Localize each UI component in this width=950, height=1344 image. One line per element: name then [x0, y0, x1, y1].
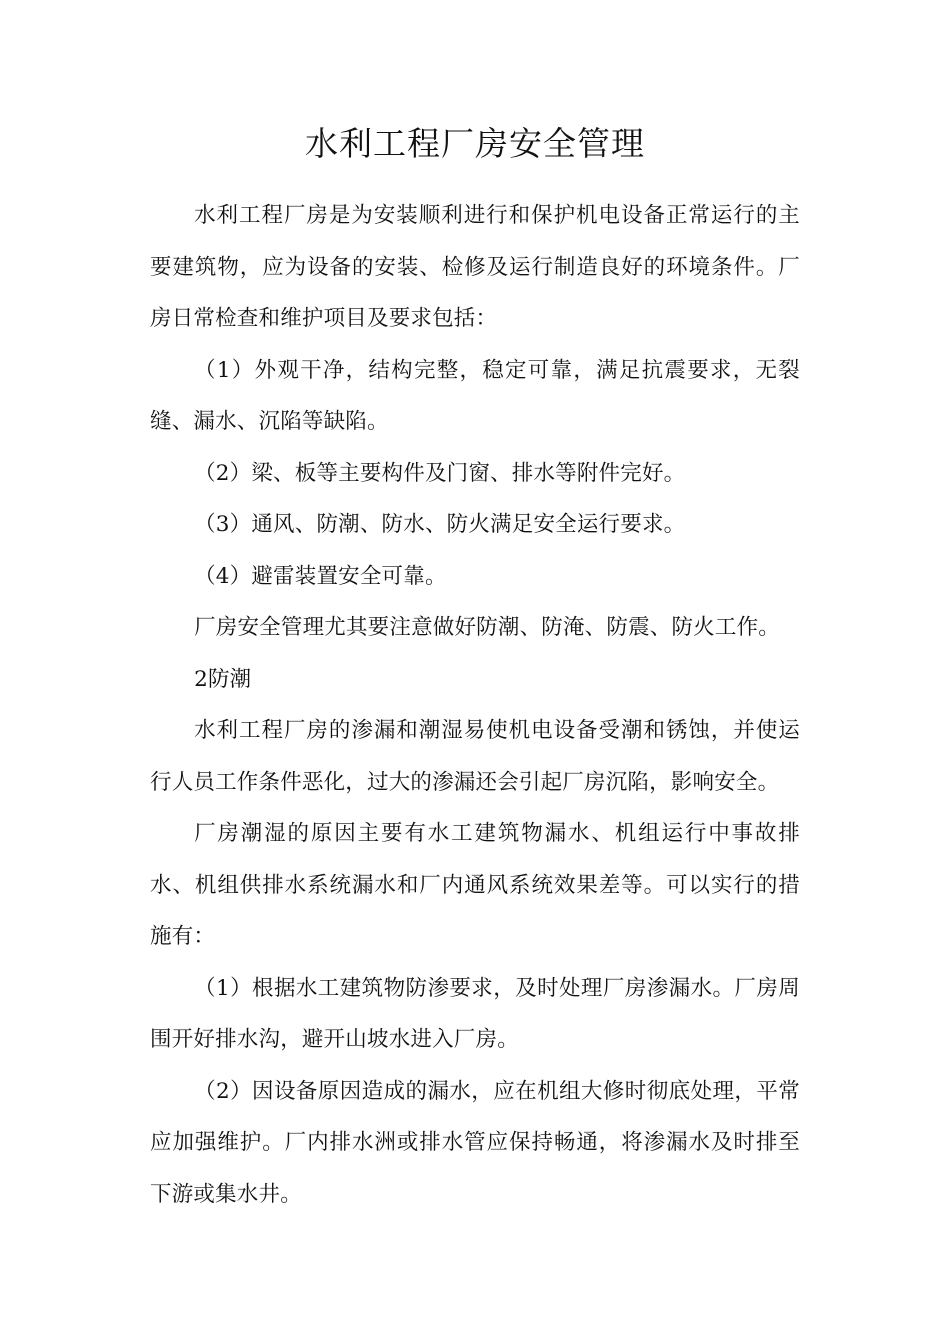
moisture-causes-paragraph: 厂房潮湿的原因主要有水工建筑物漏水、机组运行中事故排水、机组供排水系统漏水和厂内通风系统效果差等。可以实行的措施有：: [150, 821, 800, 949]
management-note-paragraph: 厂房安全管理尤其要注意做好防潮、防淹、防震、防火工作。: [194, 615, 780, 640]
measure-item-2: （2）因设备原因造成的漏水，应在机组大修时彻底处理，平常应加强维护。厂内排水洲或排水管应保持畅通，将渗漏水及时排至下游或集水井。: [150, 1078, 800, 1207]
requirement-item-2: （2）梁、板等主要构件及门窗、排水等附件完好。: [194, 460, 686, 486]
intro-paragraph: 水利工程厂房是为安装顺利进行和保护机电设备正常运行的主要建筑物，应为设备的安装、检修及运行制造良好的环境条件。厂房日常检查和维护项目及要求包括：: [150, 203, 800, 331]
section-heading-moisture: 2防潮: [194, 666, 252, 692]
requirement-item-3: （3）通风、防潮、防水、防火满足安全运行要求。: [194, 512, 686, 537]
requirement-item-4: （4）避雷装置安全可靠。: [194, 563, 447, 589]
document-title: 水利工程厂房安全管理: [305, 124, 645, 163]
measure-item-1: （1）根据水工建筑物防渗要求，及时处理厂房渗漏水。厂房周围开好排水沟，避开山坡水进入厂房。: [150, 975, 800, 1052]
document-body: [150, 190, 800, 1220]
requirement-item-1: （1）外观干净，结构完整，稳定可靠，满足抗震要求，无裂缝、漏水、沉陷等缺陷。: [150, 357, 800, 434]
moisture-impact-paragraph: 水利工程厂房的渗漏和潮湿易使机电设备受潮和锈蚀，并使运行人员工作条件恶化，过大的渗漏还会引起厂房沉陷，影响安全。: [150, 718, 800, 795]
